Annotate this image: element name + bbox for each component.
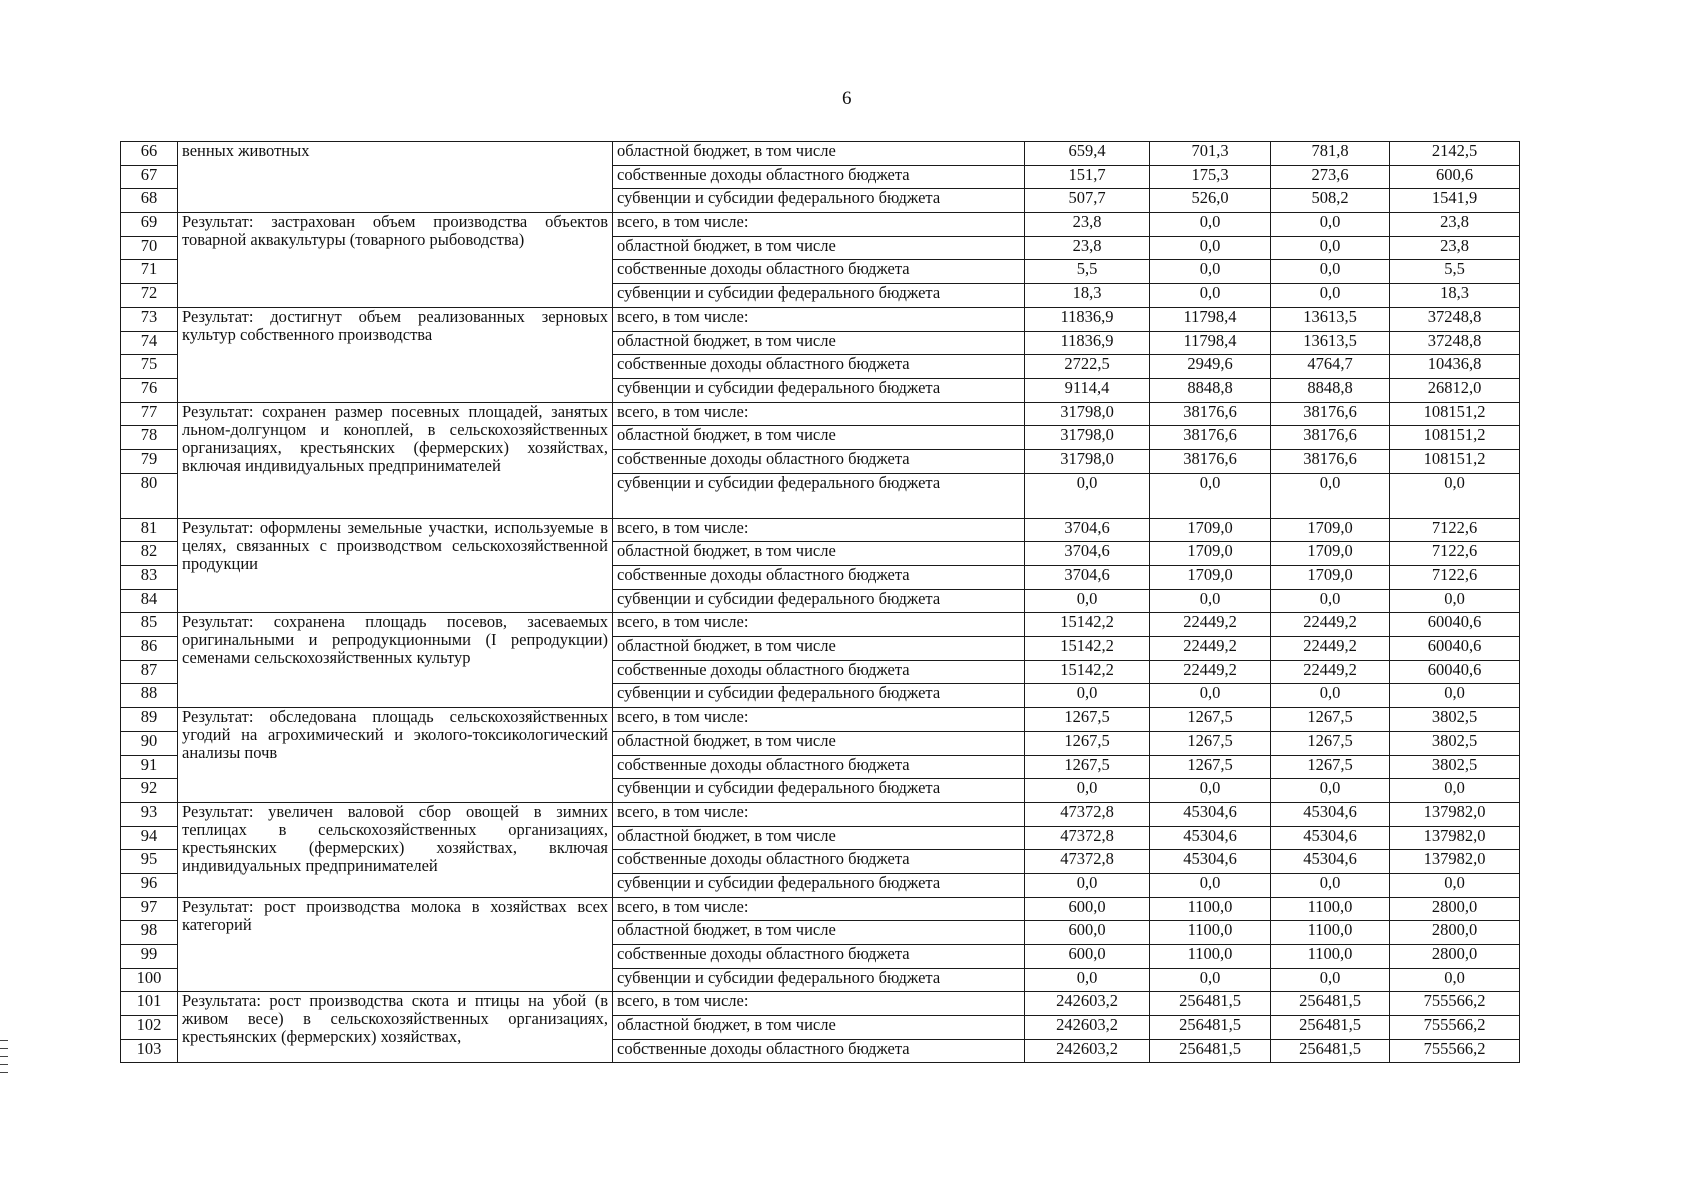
row-number: 78 <box>121 426 178 450</box>
funding-source: собственные доходы областного бюджета <box>613 850 1025 874</box>
amount-cell: 13613,5 <box>1271 331 1390 355</box>
amount-cell: 45304,6 <box>1271 850 1390 874</box>
amount-cell: 31798,0 <box>1025 449 1150 473</box>
amount-cell: 2142,5 <box>1390 142 1520 166</box>
amount-cell: 7122,6 <box>1390 566 1520 590</box>
row-number: 72 <box>121 284 178 308</box>
row-number: 85 <box>121 613 178 637</box>
amount-cell: 256481,5 <box>1271 1039 1390 1063</box>
amount-cell: 3802,5 <box>1390 755 1520 779</box>
funding-source: субвенции и субсидии федерального бюджета <box>613 968 1025 992</box>
table-row <box>121 213 1520 237</box>
funding-source: субвенции и субсидии федерального бюджета <box>613 378 1025 402</box>
amount-cell: 600,0 <box>1025 921 1150 945</box>
funding-source: областной бюджет, в том числе <box>613 921 1025 945</box>
amount-cell: 1709,0 <box>1271 566 1390 590</box>
row-number: 83 <box>121 566 178 590</box>
amount-cell: 273,6 <box>1271 165 1390 189</box>
row-number: 66 <box>121 142 178 166</box>
funding-source: областной бюджет, в том числе <box>613 331 1025 355</box>
row-number: 93 <box>121 802 178 826</box>
funding-source: всего, в том числе: <box>613 708 1025 732</box>
result-description: венных животных <box>178 142 613 213</box>
amount-cell: 659,4 <box>1025 142 1150 166</box>
row-number: 84 <box>121 589 178 613</box>
amount-cell: 1100,0 <box>1271 945 1390 969</box>
row-number: 103 <box>121 1039 178 1063</box>
amount-cell: 13613,5 <box>1271 307 1390 331</box>
amount-cell: 31798,0 <box>1025 426 1150 450</box>
amount-cell: 60040,6 <box>1390 637 1520 661</box>
amount-cell: 755566,2 <box>1390 1016 1520 1040</box>
amount-cell: 526,0 <box>1150 189 1271 213</box>
row-number: 87 <box>121 660 178 684</box>
amount-cell: 137982,0 <box>1390 826 1520 850</box>
amount-cell: 0,0 <box>1271 589 1390 613</box>
amount-cell: 2800,0 <box>1390 921 1520 945</box>
row-number: 73 <box>121 307 178 331</box>
amount-cell: 256481,5 <box>1150 992 1271 1016</box>
amount-cell: 0,0 <box>1150 589 1271 613</box>
funding-source: областной бюджет, в том числе <box>613 826 1025 850</box>
table-row <box>121 307 1520 331</box>
amount-cell: 0,0 <box>1150 873 1271 897</box>
funding-source: областной бюджет, в том числе <box>613 142 1025 166</box>
funding-source: собственные доходы областного бюджета <box>613 755 1025 779</box>
funding-source: собственные доходы областного бюджета <box>613 165 1025 189</box>
result-description: Результат: оформлены земельные участки, используемые в целях, связанных с производством сельскохозяйственной продукции <box>178 518 613 613</box>
result-description: Результат: достигнут объем реализованных зерновых культур собственного производства <box>178 307 613 402</box>
row-number: 91 <box>121 755 178 779</box>
amount-cell: 47372,8 <box>1025 826 1150 850</box>
amount-cell: 3704,6 <box>1025 566 1150 590</box>
amount-cell: 507,7 <box>1025 189 1150 213</box>
amount-cell: 242603,2 <box>1025 992 1150 1016</box>
amount-cell: 0,0 <box>1271 684 1390 708</box>
amount-cell: 0,0 <box>1271 779 1390 803</box>
amount-cell: 22449,2 <box>1150 637 1271 661</box>
amount-cell: 3802,5 <box>1390 708 1520 732</box>
amount-cell: 256481,5 <box>1271 992 1390 1016</box>
amount-cell: 755566,2 <box>1390 992 1520 1016</box>
row-number: 75 <box>121 355 178 379</box>
funding-source: субвенции и субсидии федерального бюджета <box>613 473 1025 518</box>
amount-cell: 0,0 <box>1271 473 1390 518</box>
amount-cell: 0,0 <box>1271 236 1390 260</box>
amount-cell: 0,0 <box>1271 968 1390 992</box>
amount-cell: 11798,4 <box>1150 331 1271 355</box>
funding-source: всего, в том числе: <box>613 802 1025 826</box>
amount-cell: 11836,9 <box>1025 331 1150 355</box>
funding-source: субвенции и субсидии федерального бюджета <box>613 779 1025 803</box>
result-description: Результат: увеличен валовой сбор овощей в зимних теплицах в сельскохозяйственных организациях, крестьянских (фермерских) хозяйствах, включая индивидуальных предпринимателей <box>178 802 613 897</box>
amount-cell: 9114,4 <box>1025 378 1150 402</box>
result-description: Результат: застрахован объем производства объектов товарной аквакультуры (товарного рыбоводства) <box>178 213 613 308</box>
scan-edge-mark <box>0 1072 8 1073</box>
amount-cell: 1267,5 <box>1150 731 1271 755</box>
amount-cell: 600,6 <box>1390 165 1520 189</box>
amount-cell: 151,7 <box>1025 165 1150 189</box>
table-row <box>121 613 1520 637</box>
funding-source: областной бюджет, в том числе <box>613 236 1025 260</box>
funding-source: всего, в том числе: <box>613 992 1025 1016</box>
amount-cell: 0,0 <box>1271 873 1390 897</box>
row-number: 89 <box>121 708 178 732</box>
amount-cell: 108151,2 <box>1390 449 1520 473</box>
funding-source: субвенции и субсидии федерального бюджета <box>613 589 1025 613</box>
amount-cell: 5,5 <box>1025 260 1150 284</box>
amount-cell: 1267,5 <box>1150 708 1271 732</box>
row-number: 67 <box>121 165 178 189</box>
amount-cell: 0,0 <box>1150 779 1271 803</box>
amount-cell: 256481,5 <box>1150 1039 1271 1063</box>
amount-cell: 0,0 <box>1390 589 1520 613</box>
amount-cell: 256481,5 <box>1271 1016 1390 1040</box>
funding-source: собственные доходы областного бюджета <box>613 449 1025 473</box>
funding-source: областной бюджет, в том числе <box>613 731 1025 755</box>
amount-cell: 8848,8 <box>1150 378 1271 402</box>
amount-cell: 242603,2 <box>1025 1039 1150 1063</box>
amount-cell: 0,0 <box>1025 473 1150 518</box>
amount-cell: 0,0 <box>1025 779 1150 803</box>
amount-cell: 701,3 <box>1150 142 1271 166</box>
amount-cell: 1267,5 <box>1025 708 1150 732</box>
amount-cell: 38176,6 <box>1150 449 1271 473</box>
amount-cell: 0,0 <box>1025 589 1150 613</box>
row-number: 76 <box>121 378 178 402</box>
funding-source: собственные доходы областного бюджета <box>613 260 1025 284</box>
amount-cell: 0,0 <box>1150 284 1271 308</box>
amount-cell: 137982,0 <box>1390 802 1520 826</box>
amount-cell: 1100,0 <box>1150 897 1271 921</box>
amount-cell: 11836,9 <box>1025 307 1150 331</box>
amount-cell: 23,8 <box>1025 236 1150 260</box>
amount-cell: 45304,6 <box>1150 826 1271 850</box>
row-number: 71 <box>121 260 178 284</box>
amount-cell: 1267,5 <box>1271 731 1390 755</box>
amount-cell: 45304,6 <box>1271 826 1390 850</box>
amount-cell: 47372,8 <box>1025 802 1150 826</box>
amount-cell: 8848,8 <box>1271 378 1390 402</box>
funding-source: субвенции и субсидии федерального бюджета <box>613 284 1025 308</box>
amount-cell: 22449,2 <box>1271 613 1390 637</box>
funding-source: субвенции и субсидии федерального бюджета <box>613 684 1025 708</box>
amount-cell: 2949,6 <box>1150 355 1271 379</box>
amount-cell: 0,0 <box>1271 260 1390 284</box>
amount-cell: 0,0 <box>1150 260 1271 284</box>
amount-cell: 3704,6 <box>1025 542 1150 566</box>
amount-cell: 1267,5 <box>1150 755 1271 779</box>
row-number: 88 <box>121 684 178 708</box>
funding-source: областной бюджет, в том числе <box>613 426 1025 450</box>
table-row <box>121 992 1520 1016</box>
amount-cell: 31798,0 <box>1025 402 1150 426</box>
row-number: 82 <box>121 542 178 566</box>
row-number: 74 <box>121 331 178 355</box>
funding-source: субвенции и субсидии федерального бюджета <box>613 189 1025 213</box>
funding-source: областной бюджет, в том числе <box>613 1016 1025 1040</box>
amount-cell: 242603,2 <box>1025 1016 1150 1040</box>
amount-cell: 37248,8 <box>1390 331 1520 355</box>
amount-cell: 18,3 <box>1390 284 1520 308</box>
amount-cell: 1100,0 <box>1150 945 1271 969</box>
result-description: Результат: сохранен размер посевных площадей, занятых льном-долгунцом и коноплей, в сельскохозяйственных организациях, крестьянских (фермерских) хозяйствах, включая индивидуальных предпринимателей <box>178 402 613 518</box>
table-row <box>121 518 1520 542</box>
amount-cell: 60040,6 <box>1390 613 1520 637</box>
amount-cell: 600,0 <box>1025 897 1150 921</box>
amount-cell: 1267,5 <box>1271 755 1390 779</box>
amount-cell: 508,2 <box>1271 189 1390 213</box>
amount-cell: 15142,2 <box>1025 660 1150 684</box>
row-number: 102 <box>121 1016 178 1040</box>
row-number: 69 <box>121 213 178 237</box>
amount-cell: 38176,6 <box>1150 402 1271 426</box>
row-number: 95 <box>121 850 178 874</box>
amount-cell: 108151,2 <box>1390 426 1520 450</box>
amount-cell: 1709,0 <box>1271 542 1390 566</box>
amount-cell: 22449,2 <box>1150 660 1271 684</box>
amount-cell: 2800,0 <box>1390 945 1520 969</box>
amount-cell: 755566,2 <box>1390 1039 1520 1063</box>
amount-cell: 38176,6 <box>1271 402 1390 426</box>
page-number: 6 <box>842 88 852 109</box>
row-number: 97 <box>121 897 178 921</box>
amount-cell: 1100,0 <box>1271 921 1390 945</box>
funding-source: всего, в том числе: <box>613 518 1025 542</box>
amount-cell: 0,0 <box>1150 236 1271 260</box>
amount-cell: 175,3 <box>1150 165 1271 189</box>
funding-source: собственные доходы областного бюджета <box>613 355 1025 379</box>
amount-cell: 23,8 <box>1390 213 1520 237</box>
amount-cell: 1267,5 <box>1025 755 1150 779</box>
amount-cell: 0,0 <box>1390 779 1520 803</box>
amount-cell: 37248,8 <box>1390 307 1520 331</box>
amount-cell: 0,0 <box>1150 684 1271 708</box>
amount-cell: 23,8 <box>1025 213 1150 237</box>
row-number: 68 <box>121 189 178 213</box>
funding-source: областной бюджет, в том числе <box>613 637 1025 661</box>
result-description: Результат: сохранена площадь посевов, засеваемых оригинальными и репродукционными (I репродукции) семенами сельскохозяйственных культур <box>178 613 613 708</box>
table-row <box>121 142 1520 166</box>
funding-source: всего, в том числе: <box>613 897 1025 921</box>
amount-cell: 22449,2 <box>1150 613 1271 637</box>
amount-cell: 5,5 <box>1390 260 1520 284</box>
amount-cell: 1267,5 <box>1271 708 1390 732</box>
scan-edge-mark <box>0 1048 8 1049</box>
row-number: 80 <box>121 473 178 518</box>
funding-source: областной бюджет, в том числе <box>613 542 1025 566</box>
amount-cell: 600,0 <box>1025 945 1150 969</box>
amount-cell: 1100,0 <box>1150 921 1271 945</box>
amount-cell: 1541,9 <box>1390 189 1520 213</box>
result-description: Результат: рост производства молока в хозяйствах всех категорий <box>178 897 613 992</box>
row-number: 70 <box>121 236 178 260</box>
amount-cell: 1709,0 <box>1150 542 1271 566</box>
amount-cell: 38176,6 <box>1271 426 1390 450</box>
amount-cell: 45304,6 <box>1150 850 1271 874</box>
budget-table <box>120 141 1520 1063</box>
amount-cell: 2722,5 <box>1025 355 1150 379</box>
funding-source: субвенции и субсидии федерального бюджета <box>613 873 1025 897</box>
row-number: 81 <box>121 518 178 542</box>
row-number: 77 <box>121 402 178 426</box>
amount-cell: 0,0 <box>1025 873 1150 897</box>
row-number: 96 <box>121 873 178 897</box>
amount-cell: 1709,0 <box>1271 518 1390 542</box>
funding-source: собственные доходы областного бюджета <box>613 945 1025 969</box>
funding-source: всего, в том числе: <box>613 213 1025 237</box>
table-row <box>121 897 1520 921</box>
amount-cell: 1709,0 <box>1150 518 1271 542</box>
amount-cell: 781,8 <box>1271 142 1390 166</box>
amount-cell: 0,0 <box>1390 873 1520 897</box>
amount-cell: 0,0 <box>1150 968 1271 992</box>
amount-cell: 11798,4 <box>1150 307 1271 331</box>
row-number: 98 <box>121 921 178 945</box>
amount-cell: 4764,7 <box>1271 355 1390 379</box>
result-description: Результат: обследована площадь сельскохозяйственных угодий на агрохимический и эколого-токсикологический анализы почв <box>178 708 613 803</box>
funding-source: собственные доходы областного бюджета <box>613 1039 1025 1063</box>
amount-cell: 0,0 <box>1150 473 1271 518</box>
row-number: 94 <box>121 826 178 850</box>
scan-edge-mark <box>0 1040 8 1041</box>
amount-cell: 15142,2 <box>1025 637 1150 661</box>
table-row <box>121 802 1520 826</box>
amount-cell: 38176,6 <box>1271 449 1390 473</box>
row-number: 86 <box>121 637 178 661</box>
amount-cell: 3704,6 <box>1025 518 1150 542</box>
funding-source: всего, в том числе: <box>613 613 1025 637</box>
amount-cell: 26812,0 <box>1390 378 1520 402</box>
amount-cell: 0,0 <box>1390 473 1520 518</box>
row-number: 90 <box>121 731 178 755</box>
table-row <box>121 402 1520 426</box>
row-number: 79 <box>121 449 178 473</box>
amount-cell: 3802,5 <box>1390 731 1520 755</box>
amount-cell: 23,8 <box>1390 236 1520 260</box>
amount-cell: 0,0 <box>1025 968 1150 992</box>
funding-source: всего, в том числе: <box>613 307 1025 331</box>
funding-source: собственные доходы областного бюджета <box>613 566 1025 590</box>
row-number: 101 <box>121 992 178 1016</box>
amount-cell: 0,0 <box>1150 213 1271 237</box>
amount-cell: 15142,2 <box>1025 613 1150 637</box>
scan-edge-mark <box>0 1064 8 1065</box>
amount-cell: 7122,6 <box>1390 542 1520 566</box>
amount-cell: 1100,0 <box>1271 897 1390 921</box>
amount-cell: 45304,6 <box>1271 802 1390 826</box>
row-number: 99 <box>121 945 178 969</box>
amount-cell: 0,0 <box>1271 213 1390 237</box>
amount-cell: 18,3 <box>1025 284 1150 308</box>
amount-cell: 256481,5 <box>1150 1016 1271 1040</box>
amount-cell: 1267,5 <box>1025 731 1150 755</box>
result-description: Результата: рост производства скота и птицы на убой (в живом весе) в сельскохозяйственных организациях, крестьянских (фермерских) хозяйствах, <box>178 992 613 1063</box>
amount-cell: 0,0 <box>1390 684 1520 708</box>
amount-cell: 137982,0 <box>1390 850 1520 874</box>
funding-source: всего, в том числе: <box>613 402 1025 426</box>
amount-cell: 38176,6 <box>1150 426 1271 450</box>
amount-cell: 60040,6 <box>1390 660 1520 684</box>
amount-cell: 0,0 <box>1390 968 1520 992</box>
amount-cell: 22449,2 <box>1271 660 1390 684</box>
scan-edge-mark <box>0 1056 8 1057</box>
amount-cell: 7122,6 <box>1390 518 1520 542</box>
amount-cell: 0,0 <box>1025 684 1150 708</box>
amount-cell: 47372,8 <box>1025 850 1150 874</box>
amount-cell: 0,0 <box>1271 284 1390 308</box>
table-row <box>121 708 1520 732</box>
amount-cell: 2800,0 <box>1390 897 1520 921</box>
amount-cell: 45304,6 <box>1150 802 1271 826</box>
row-number: 100 <box>121 968 178 992</box>
amount-cell: 108151,2 <box>1390 402 1520 426</box>
row-number: 92 <box>121 779 178 803</box>
amount-cell: 10436,8 <box>1390 355 1520 379</box>
funding-source: собственные доходы областного бюджета <box>613 660 1025 684</box>
amount-cell: 1709,0 <box>1150 566 1271 590</box>
amount-cell: 22449,2 <box>1271 637 1390 661</box>
